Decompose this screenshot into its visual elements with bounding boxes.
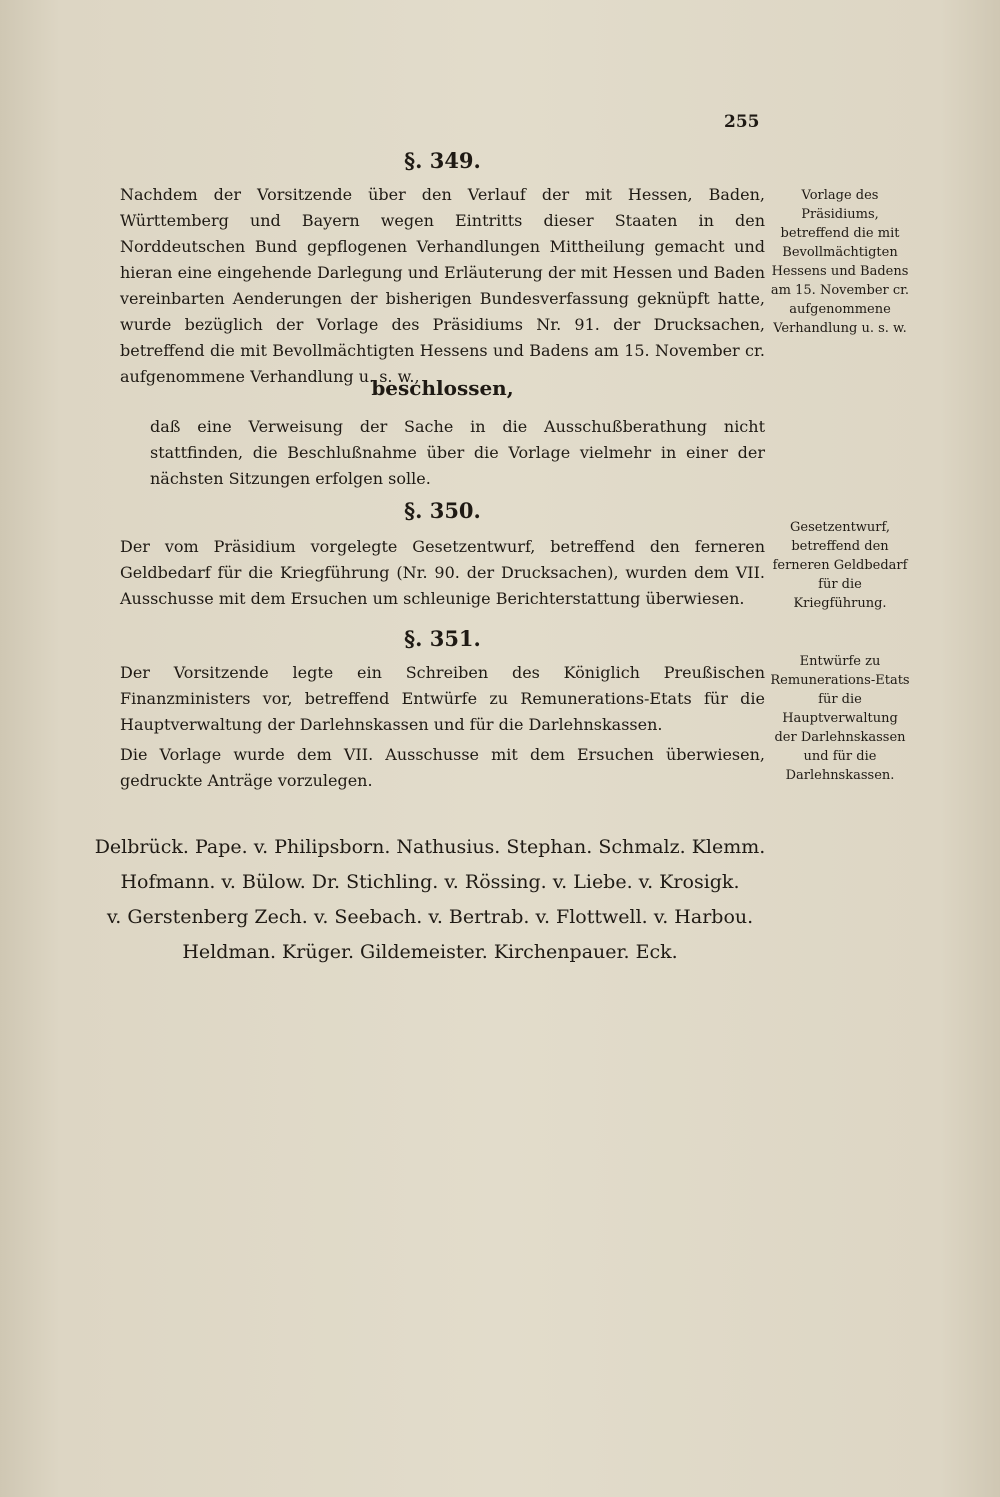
section-351-paragraph-2: Die Vorlage wurde dem VII. Ausschusse mit dem Ersuchen überwiesen, gedruckte Anträge vorzulegen. — [120, 745, 765, 790]
resolution-paragraph: daß eine Verweisung der Sache in die Ausschußberathung nicht stattfinden, die Beschlußnahme über die Vorlage vielmehr in einer der nächsten Sitzungen erfolgen solle. — [150, 417, 765, 488]
section-350-heading: §. 350. — [404, 498, 481, 523]
section-351-body — [120, 660, 765, 794]
signature-line: Delbrück. Pape. v. Philipsborn. Nathusius. Stephan. Schmalz. Klemm. — [94, 836, 766, 858]
resolution-body — [150, 414, 765, 492]
section-349-margin-note: Vorlage des Präsidiums, betreffend die mit Bevollmächtigten Hessens und Badens am 15. November cr. aufgenommene Verhandlung u. s. w. — [770, 188, 910, 336]
page-number: 255 — [724, 112, 760, 132]
section-351-paragraph: Der Vorsitzende legte ein Schreiben des Königlich Preußischen Finanzministers vor, betreffend Entwürfe zu Remunerations-Etats für die Hauptverwaltung der Darlehnskassen und für die Darlehnskassen. — [120, 663, 765, 734]
section-351-heading: §. 351. — [404, 626, 481, 651]
section-349-paragraph: Nachdem der Vorsitzende über den Verlauf der mit Hessen, Baden, Württemberg und Bayern wegen Eintritts dieser Staaten in den Norddeutschen Bund gepflogenen Verhandlungen Mittheilung gemacht und hieran eine eingehende Darlegung und Erläuterung der mit Hessen und Baden vereinbarten Aenderungen der bisherigen Bundesverfassung geknüpft hatte, wurde bezüglich der Vorlage des Präsidiums Nr. 91. der Drucksachen, betreffend die mit Bevollmächtigten Hessens und Badens am 15. November cr. aufgenommene Verhandlung u. s. w., — [120, 185, 765, 386]
section-349-body — [120, 182, 765, 390]
signature-line: v. Gerstenberg Zech. v. Seebach. v. Bertrab. v. Flottwell. v. Harbou. — [106, 906, 754, 928]
section-350-paragraph: Der vom Präsidium vorgelegte Gesetzentwurf, betreffend den ferneren Geldbedarf für die Kriegführung (Nr. 90. der Drucksachen), wurden dem VII. Ausschusse mit dem Ersuchen um schleunige Berichterstattung überwiesen. — [120, 537, 765, 608]
signatures-block — [60, 830, 800, 970]
section-351-margin-note: Entwürfe zu Remunerations-Etats für die Hauptverwaltung der Darlehnskassen und für die Darlehnskassen. — [770, 654, 910, 783]
section-350-margin-note: Gesetzentwurf, betreffend den ferneren Geldbedarf für die Kriegführung. — [772, 520, 908, 611]
signature-line: Heldman. Krüger. Gildemeister. Kirchenpauer. Eck. — [182, 941, 678, 963]
resolved-heading: beschlossen, — [371, 376, 514, 400]
signature-line: Hofmann. v. Bülow. Dr. Stichling. v. Rössing. v. Liebe. v. Krosigk. — [120, 871, 740, 893]
section-349-heading: §. 349. — [404, 148, 481, 173]
section-350-body — [120, 534, 765, 612]
